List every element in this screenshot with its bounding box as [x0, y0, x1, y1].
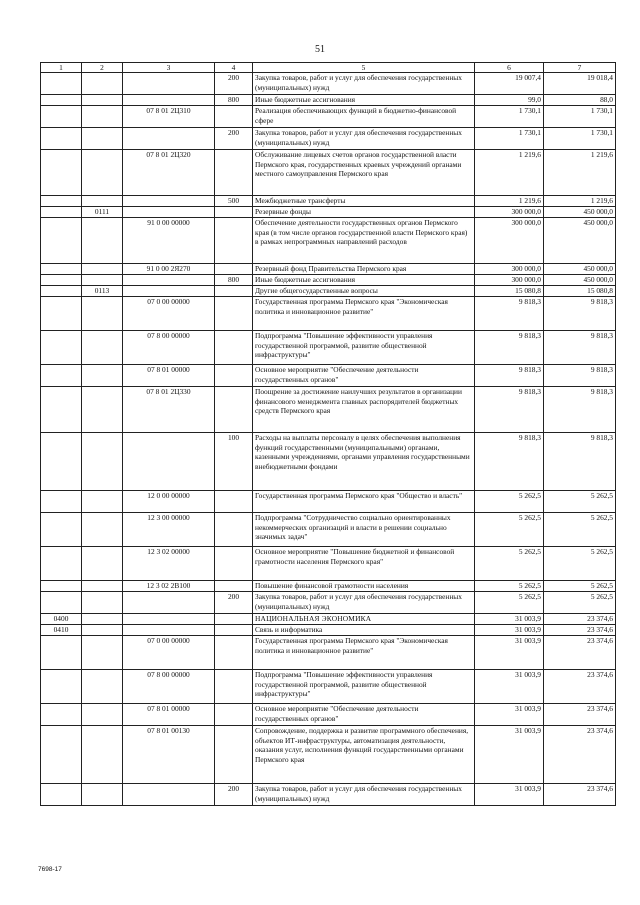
- expense-type-cell: [215, 636, 253, 670]
- section-code-cell: [41, 704, 82, 726]
- table-row: [41, 704, 616, 726]
- subsection-code-cell: [82, 106, 123, 128]
- amount-column-6-cell: 5 262,5: [475, 592, 544, 614]
- expense-type-cell: [215, 297, 253, 331]
- column-header-5: 5: [253, 63, 475, 73]
- amount-column-6-cell: 9 818,3: [475, 331, 544, 365]
- amount-column-7-cell: 9 818,3: [544, 387, 616, 433]
- amount-column-7-cell: 1 219,6: [544, 196, 616, 207]
- section-code-cell: [41, 264, 82, 275]
- expense-type-cell: 200: [215, 73, 253, 95]
- table-row: [41, 196, 616, 207]
- subsection-code-cell: [82, 726, 123, 784]
- subsection-code-cell: [82, 264, 123, 275]
- expense-type-cell: [215, 625, 253, 636]
- item-name-cell: Сопровождение, поддержка и развитие программного обеспечения, объектов ИТ-инфраструктуры, автоматизация деятельности, оказания услуг, исполнения функций государственными органами Пермского края: [253, 726, 475, 784]
- amount-column-7-cell: 23 374,6: [544, 670, 616, 704]
- expense-type-cell: [215, 331, 253, 365]
- amount-column-6-cell: 5 262,5: [475, 513, 544, 547]
- expense-type-cell: [215, 704, 253, 726]
- subsection-code-cell: [82, 491, 123, 513]
- amount-column-6-cell: 31 003,9: [475, 670, 544, 704]
- section-code-cell: [41, 297, 82, 331]
- expense-type-cell: [215, 513, 253, 547]
- item-name-cell: Закупка товаров, работ и услуг для обеспечения государственных (муниципальных) нужд: [253, 784, 475, 806]
- amount-column-6-cell: 31 003,9: [475, 625, 544, 636]
- expense-type-cell: [215, 264, 253, 275]
- subsection-code-cell: [82, 331, 123, 365]
- subsection-code-cell: 0113: [82, 286, 123, 297]
- item-name-cell: Иные бюджетные ассигнования: [253, 95, 475, 106]
- item-name-cell: Обеспечение деятельности государственных органов Пермского края (в том числе органов государственной власти Пермского края) в рамках непрограммных направлений расходов: [253, 218, 475, 264]
- table-body: [41, 73, 616, 806]
- amount-column-6-cell: 31 003,9: [475, 726, 544, 784]
- item-name-cell: Закупка товаров, работ и услуг для обеспечения государственных (муниципальных) нужд: [253, 73, 475, 95]
- amount-column-7-cell: 9 818,3: [544, 331, 616, 365]
- expense-type-cell: [215, 218, 253, 264]
- section-code-cell: [41, 670, 82, 704]
- table-row: [41, 513, 616, 547]
- amount-column-7-cell: 5 262,5: [544, 513, 616, 547]
- expense-type-cell: [215, 670, 253, 704]
- table-row: [41, 365, 616, 387]
- amount-column-6-cell: 1 730,1: [475, 128, 544, 150]
- amount-column-6-cell: 5 262,5: [475, 491, 544, 513]
- subsection-code-cell: [82, 196, 123, 207]
- item-name-cell: Другие общегосударственные вопросы: [253, 286, 475, 297]
- amount-column-6-cell: 9 818,3: [475, 365, 544, 387]
- item-name-cell: Поощрение за достижение наилучших результатов в организации финансового менеджмента главных распорядителей бюджетных средств Пермского края: [253, 387, 475, 433]
- section-code-cell: [41, 726, 82, 784]
- amount-column-7-cell: 19 018,4: [544, 73, 616, 95]
- target-article-cell: 91 0 00 00000: [123, 218, 215, 264]
- target-article-cell: [123, 196, 215, 207]
- item-name-cell: Государственная программа Пермского края "Экономическая политика и инновационное развитие": [253, 636, 475, 670]
- section-code-cell: [41, 592, 82, 614]
- table-row: [41, 73, 616, 95]
- expense-type-cell: [215, 286, 253, 297]
- section-code-cell: [41, 207, 82, 218]
- target-article-cell: 07 8 01 2Ц320: [123, 150, 215, 196]
- subsection-code-cell: [82, 365, 123, 387]
- amount-column-6-cell: 31 003,9: [475, 784, 544, 806]
- expense-type-cell: 100: [215, 433, 253, 491]
- amount-column-6-cell: 31 003,9: [475, 636, 544, 670]
- target-article-cell: [123, 614, 215, 625]
- subsection-code-cell: [82, 784, 123, 806]
- target-article-cell: 07 8 01 00000: [123, 704, 215, 726]
- amount-column-7-cell: 23 374,6: [544, 614, 616, 625]
- amount-column-6-cell: 300 000,0: [475, 264, 544, 275]
- subsection-code-cell: 0111: [82, 207, 123, 218]
- column-header-2: 2: [82, 63, 123, 73]
- table-row: [41, 625, 616, 636]
- section-code-cell: [41, 331, 82, 365]
- table-row: [41, 331, 616, 365]
- subsection-code-cell: [82, 150, 123, 196]
- section-code-cell: [41, 491, 82, 513]
- table-row: [41, 207, 616, 218]
- target-article-cell: [123, 625, 215, 636]
- item-name-cell: Повышение финансовой грамотности населения: [253, 581, 475, 592]
- subsection-code-cell: [82, 670, 123, 704]
- item-name-cell: Иные бюджетные ассигнования: [253, 275, 475, 286]
- subsection-code-cell: [82, 73, 123, 95]
- table-row: [41, 614, 616, 625]
- amount-column-7-cell: 23 374,6: [544, 704, 616, 726]
- target-article-cell: [123, 275, 215, 286]
- amount-column-7-cell: 5 262,5: [544, 547, 616, 581]
- item-name-cell: Основное мероприятие "Обеспечение деятельности государственных органов": [253, 365, 475, 387]
- table-row: [41, 218, 616, 264]
- section-code-cell: [41, 95, 82, 106]
- subsection-code-cell: [82, 275, 123, 286]
- target-article-cell: 07 8 01 2Ц310: [123, 106, 215, 128]
- table-row: [41, 726, 616, 784]
- expense-type-cell: [215, 581, 253, 592]
- amount-column-7-cell: 450 000,0: [544, 218, 616, 264]
- amount-column-7-cell: 15 080,8: [544, 286, 616, 297]
- subsection-code-cell: [82, 625, 123, 636]
- table-row: [41, 264, 616, 275]
- amount-column-7-cell: 5 262,5: [544, 491, 616, 513]
- amount-column-6-cell: 9 818,3: [475, 433, 544, 491]
- expense-type-cell: 800: [215, 275, 253, 286]
- subsection-code-cell: [82, 704, 123, 726]
- section-code-cell: [41, 784, 82, 806]
- item-name-cell: Закупка товаров, работ и услуг для обеспечения государственных (муниципальных) нужд: [253, 592, 475, 614]
- item-name-cell: НАЦИОНАЛЬНАЯ ЭКОНОМИКА: [253, 614, 475, 625]
- subsection-code-cell: [82, 218, 123, 264]
- section-code-cell: [41, 73, 82, 95]
- item-name-cell: Государственная программа Пермского края "Общество и власть": [253, 491, 475, 513]
- target-article-cell: 07 8 00 00000: [123, 670, 215, 704]
- target-article-cell: [123, 128, 215, 150]
- page-number: 51: [315, 44, 325, 55]
- column-header-7: 7: [544, 63, 616, 73]
- table-row: [41, 150, 616, 196]
- amount-column-7-cell: 1 730,1: [544, 106, 616, 128]
- target-article-cell: 07 0 00 00000: [123, 297, 215, 331]
- amount-column-6-cell: 1 219,6: [475, 150, 544, 196]
- target-article-cell: 07 8 00 00000: [123, 331, 215, 365]
- amount-column-7-cell: 5 262,5: [544, 581, 616, 592]
- amount-column-7-cell: 450 000,0: [544, 207, 616, 218]
- amount-column-7-cell: 9 818,3: [544, 365, 616, 387]
- expense-type-cell: 200: [215, 128, 253, 150]
- target-article-cell: [123, 207, 215, 218]
- expense-type-cell: [215, 614, 253, 625]
- expense-type-cell: 200: [215, 592, 253, 614]
- subsection-code-cell: [82, 128, 123, 150]
- column-header-3: 3: [123, 63, 215, 73]
- amount-column-6-cell: 5 262,5: [475, 547, 544, 581]
- subsection-code-cell: [82, 592, 123, 614]
- item-name-cell: Подпрограмма "Сотрудничество социально ориентированных некоммерческих организаций и власти в решении социально значимых задач": [253, 513, 475, 547]
- item-name-cell: Закупка товаров, работ и услуг для обеспечения государственных (муниципальных) нужд: [253, 128, 475, 150]
- subsection-code-cell: [82, 614, 123, 625]
- amount-column-6-cell: 300 000,0: [475, 218, 544, 264]
- item-name-cell: Связь и информатика: [253, 625, 475, 636]
- table-row: [41, 784, 616, 806]
- section-code-cell: [41, 275, 82, 286]
- subsection-code-cell: [82, 547, 123, 581]
- target-article-cell: 12 3 02 2B100: [123, 581, 215, 592]
- expense-type-cell: [215, 365, 253, 387]
- item-name-cell: Обслуживание лицевых счетов органов государственной власти Пермского края, государственных краевых учреждений органами местного самоуправления Пермского края: [253, 150, 475, 196]
- expense-type-cell: [215, 207, 253, 218]
- item-name-cell: Резервные фонды: [253, 207, 475, 218]
- table-row: [41, 106, 616, 128]
- table-row: [41, 128, 616, 150]
- expense-type-cell: 200: [215, 784, 253, 806]
- section-code-cell: 0400: [41, 614, 82, 625]
- amount-column-6-cell: 99,0: [475, 95, 544, 106]
- item-name-cell: Основное мероприятие "Повышение бюджетной и финансовой грамотности населения Пермского края": [253, 547, 475, 581]
- amount-column-6-cell: 31 003,9: [475, 614, 544, 625]
- section-code-cell: [41, 150, 82, 196]
- target-article-cell: 12 3 02 00000: [123, 547, 215, 581]
- subsection-code-cell: [82, 581, 123, 592]
- section-code-cell: [41, 106, 82, 128]
- subsection-code-cell: [82, 513, 123, 547]
- amount-column-7-cell: 450 000,0: [544, 264, 616, 275]
- item-name-cell: Реализация обеспечивающих функций в бюджетно-финансовой сфере: [253, 106, 475, 128]
- budget-table: [40, 62, 616, 806]
- expense-type-cell: [215, 106, 253, 128]
- target-article-cell: 07 8 01 00000: [123, 365, 215, 387]
- section-code-cell: 0410: [41, 625, 82, 636]
- expense-type-cell: 800: [215, 95, 253, 106]
- amount-column-7-cell: 23 374,6: [544, 784, 616, 806]
- target-article-cell: 07 8 01 00130: [123, 726, 215, 784]
- table-row: [41, 670, 616, 704]
- section-code-cell: [41, 128, 82, 150]
- target-article-cell: 07 0 00 00000: [123, 636, 215, 670]
- target-article-cell: 91 0 00 2Я270: [123, 264, 215, 275]
- column-header-4: 4: [215, 63, 253, 73]
- amount-column-6-cell: 9 818,3: [475, 297, 544, 331]
- item-name-cell: Расходы на выплаты персоналу в целях обеспечения выполнения функций государственными (муниципальными) органами, казенными учреждениями, органами управления государственными внебюджетными фондами: [253, 433, 475, 491]
- section-code-cell: [41, 286, 82, 297]
- expense-type-cell: [215, 387, 253, 433]
- amount-column-7-cell: 23 374,6: [544, 625, 616, 636]
- item-name-cell: Межбюджетные трансферты: [253, 196, 475, 207]
- amount-column-6-cell: 300 000,0: [475, 275, 544, 286]
- item-name-cell: Государственная программа Пермского края "Экономическая политика и инновационное развитие": [253, 297, 475, 331]
- table-row: [41, 286, 616, 297]
- column-number-row: [41, 63, 616, 73]
- section-code-cell: [41, 636, 82, 670]
- amount-column-6-cell: 31 003,9: [475, 704, 544, 726]
- section-code-cell: [41, 547, 82, 581]
- table-row: [41, 95, 616, 106]
- subsection-code-cell: [82, 636, 123, 670]
- amount-column-7-cell: 1 219,6: [544, 150, 616, 196]
- item-name-cell: Резервный фонд Правительства Пермского края: [253, 264, 475, 275]
- item-name-cell: Основное мероприятие "Обеспечение деятельности государственных органов": [253, 704, 475, 726]
- target-article-cell: [123, 286, 215, 297]
- expense-type-cell: [215, 726, 253, 784]
- target-article-cell: [123, 73, 215, 95]
- target-article-cell: [123, 592, 215, 614]
- table-row: [41, 433, 616, 491]
- target-article-cell: [123, 95, 215, 106]
- table-row: [41, 592, 616, 614]
- target-article-cell: [123, 784, 215, 806]
- expense-type-cell: [215, 150, 253, 196]
- amount-column-7-cell: 1 730,1: [544, 128, 616, 150]
- table-row: [41, 636, 616, 670]
- section-code-cell: [41, 218, 82, 264]
- subsection-code-cell: [82, 297, 123, 331]
- table-row: [41, 387, 616, 433]
- amount-column-6-cell: 15 080,8: [475, 286, 544, 297]
- target-article-cell: [123, 433, 215, 491]
- target-article-cell: 12 3 00 00000: [123, 513, 215, 547]
- amount-column-7-cell: 88,0: [544, 95, 616, 106]
- subsection-code-cell: [82, 433, 123, 491]
- table-row: [41, 275, 616, 286]
- column-header-6: 6: [475, 63, 544, 73]
- section-code-cell: [41, 387, 82, 433]
- amount-column-6-cell: 300 000,0: [475, 207, 544, 218]
- table-row: [41, 581, 616, 592]
- section-code-cell: [41, 196, 82, 207]
- section-code-cell: [41, 365, 82, 387]
- amount-column-7-cell: 23 374,6: [544, 726, 616, 784]
- table-row: [41, 547, 616, 581]
- expense-type-cell: [215, 491, 253, 513]
- section-code-cell: [41, 513, 82, 547]
- table-row: [41, 491, 616, 513]
- table-header: [41, 63, 616, 73]
- item-name-cell: Подпрограмма "Повышение эффективности управления государственной программой, развитие общественной инфраструктуры": [253, 331, 475, 365]
- column-header-1: 1: [41, 63, 82, 73]
- amount-column-6-cell: 5 262,5: [475, 581, 544, 592]
- expense-type-cell: 500: [215, 196, 253, 207]
- expense-type-cell: [215, 547, 253, 581]
- amount-column-7-cell: 450 000,0: [544, 275, 616, 286]
- footer-document-code: 7698-17: [38, 866, 62, 873]
- amount-column-6-cell: 19 007,4: [475, 73, 544, 95]
- amount-column-7-cell: 9 818,3: [544, 297, 616, 331]
- amount-column-6-cell: 1 219,6: [475, 196, 544, 207]
- amount-column-6-cell: 9 818,3: [475, 387, 544, 433]
- target-article-cell: 07 8 01 2Ц330: [123, 387, 215, 433]
- section-code-cell: [41, 433, 82, 491]
- item-name-cell: Подпрограмма "Повышение эффективности управления государственной программой, развитие общественной инфраструктуры": [253, 670, 475, 704]
- target-article-cell: 12 0 00 00000: [123, 491, 215, 513]
- subsection-code-cell: [82, 387, 123, 433]
- amount-column-7-cell: 9 818,3: [544, 433, 616, 491]
- section-code-cell: [41, 581, 82, 592]
- table-row: [41, 297, 616, 331]
- amount-column-7-cell: 23 374,6: [544, 636, 616, 670]
- amount-column-6-cell: 1 730,1: [475, 106, 544, 128]
- amount-column-7-cell: 5 262,5: [544, 592, 616, 614]
- subsection-code-cell: [82, 95, 123, 106]
